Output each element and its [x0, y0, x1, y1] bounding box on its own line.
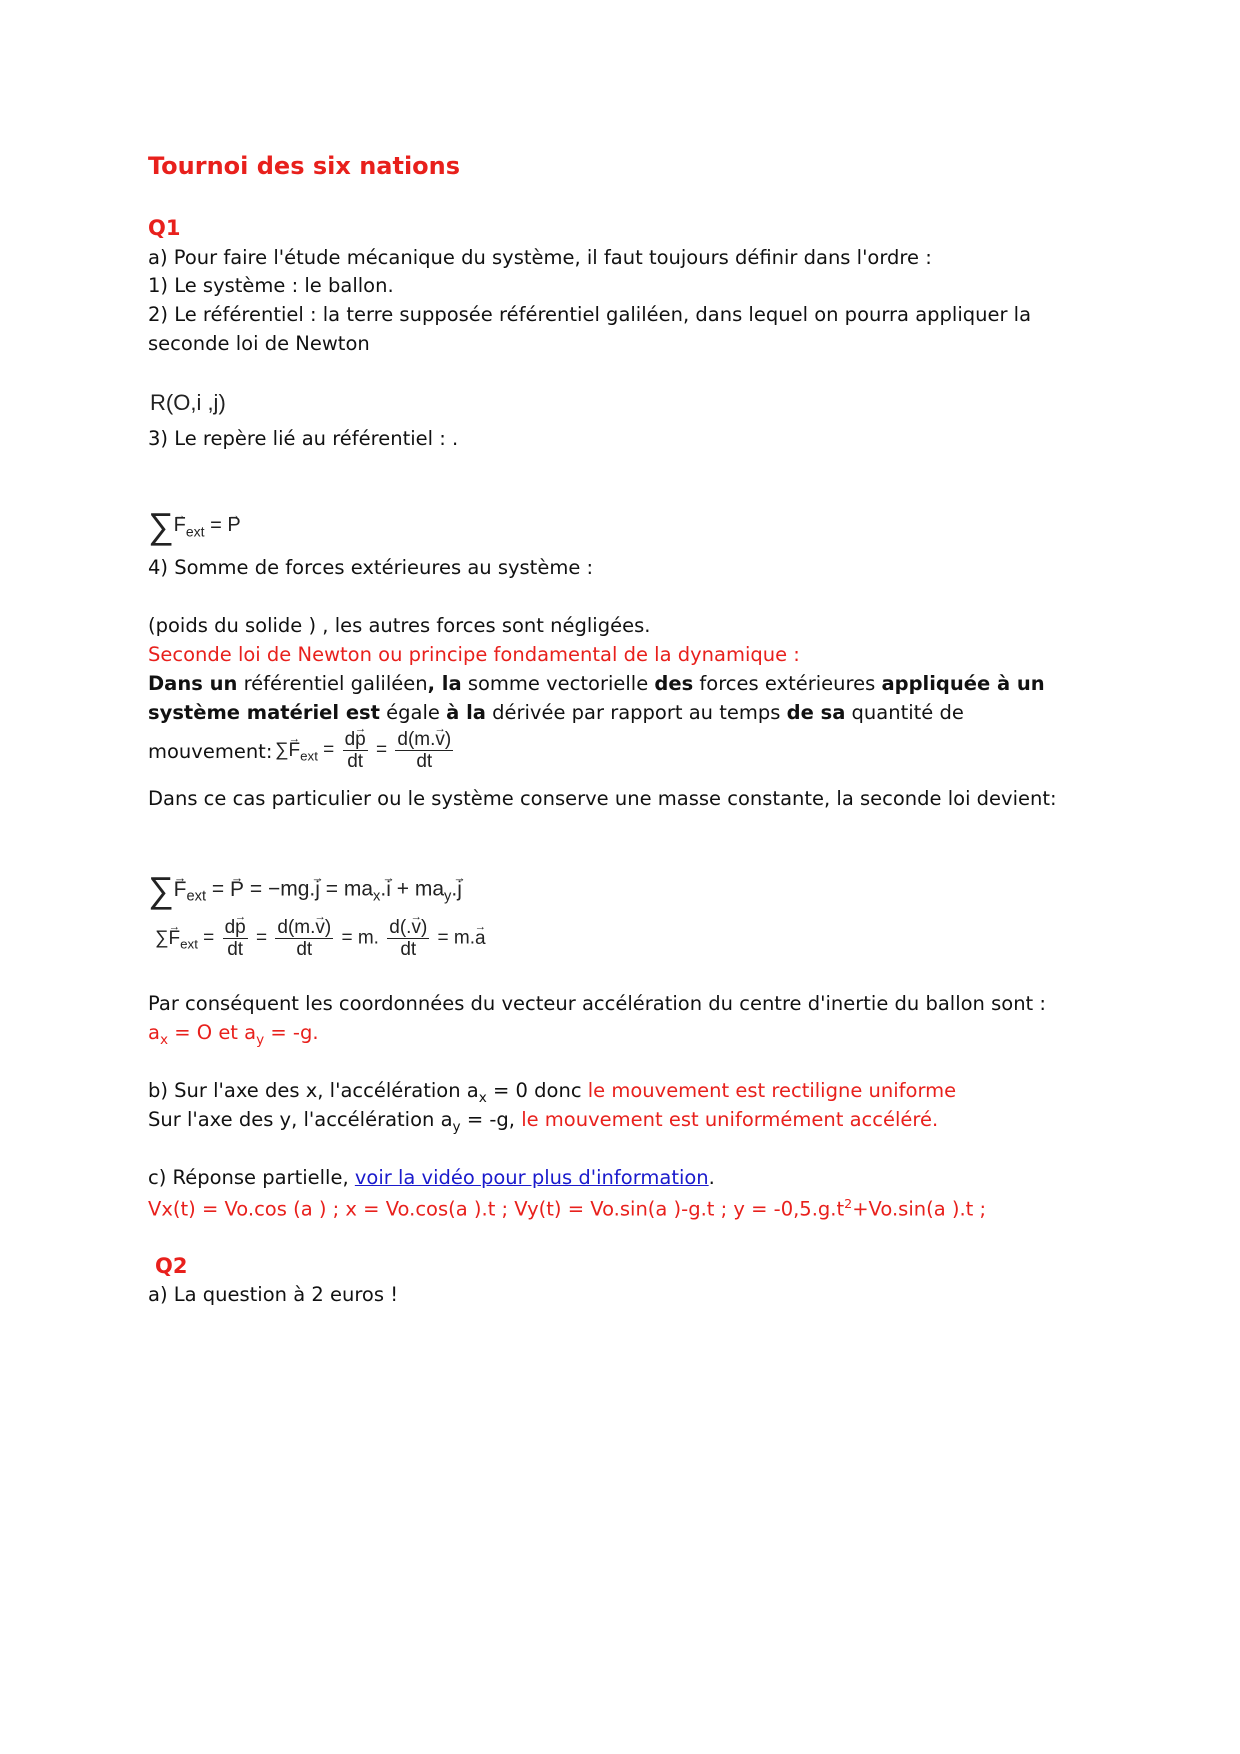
cas-particulier: Dans ce cas particulier ou le système conserve une masse constante, la seconde loi devient: [148, 787, 1057, 810]
def-word: forces extérieures [693, 672, 882, 695]
def-word: somme vectorielle [461, 672, 655, 695]
c-line [148, 1168, 715, 1188]
q1-step2-line2: seconde loi de Newton [148, 332, 370, 355]
b-highlight: le mouvement est rectiligne uniforme [587, 1079, 957, 1102]
b-text: Sur l'axe des y, l'accélération a [148, 1108, 453, 1131]
def-word: , la [427, 672, 462, 695]
b-sub: x [478, 1089, 487, 1106]
equation-sup: 2 [844, 1196, 853, 1211]
newton-derivation: ∑→ $F_{ext}$ = $\frac{d\to p}{dt}$ = $\frac{d(m.\to v)}{dt}$ = m. $\frac{d(.\to v)}{dt}$ = m.→ a [155, 918, 486, 959]
b-text: b) Sur l'axe des x, l'accélération a [148, 1079, 479, 1102]
newton-title: Seconde loi de Newton ou principe fondamental de la dynamique : [148, 643, 800, 666]
b-sub: y [452, 1118, 461, 1135]
def-word: mouvement: [148, 740, 273, 763]
def-word: quantité de [845, 701, 964, 724]
q1-step1: 1) Le système : le ballon. [148, 274, 394, 297]
def-word: de sa [786, 701, 846, 724]
b-highlight: le mouvement est uniformément accéléré. [521, 1108, 939, 1131]
q1-a-intro: a) Pour faire l'étude mécanique du système, il faut toujours définir dans l'ordre : [148, 246, 932, 269]
def-word: à la [446, 701, 486, 724]
b-line2 [148, 1110, 938, 1135]
def-word: dérivée par rapport au temps [485, 701, 787, 724]
def-word: référentiel galiléen [237, 672, 428, 695]
sum-forces-formula: ∑→ $F_{ext}$ = → P [148, 508, 241, 544]
poids-line: (poids du solide ) , les autres forces sont négligées. [148, 614, 651, 637]
newton-def-line2 [148, 703, 964, 723]
c-text: c) Réponse partielle, [148, 1166, 355, 1189]
def-word: égale [379, 701, 447, 724]
equation-text: Vx(t) = Vo.cos (a ) ; x = Vo.cos(a ).t ; Vy(t) = Vo.sin(a )-g.t ; y = -0,5.g.t [148, 1197, 845, 1221]
def-word: appliquée à un [881, 672, 1045, 695]
b-text: = -g, [460, 1108, 522, 1131]
newton-def-line3 [148, 742, 272, 762]
video-link[interactable]: voir la vidéo pour plus d'information [354, 1166, 709, 1189]
sum-forces-expanded: ∑→ $F_{ext}$ = → $P = -mg.\to j = ma_x.\to i + ma_y.\to j$ [148, 872, 462, 908]
b-text: = 0 donc [486, 1079, 588, 1102]
accel-sub: y [256, 1031, 265, 1048]
def-word: Dans un [148, 672, 238, 695]
newton-formula: ∑→ $F_{ext}$ = $\frac{d\to p}{dt}$ = $\frac{d(m.\to v)}{dt}$ [275, 730, 456, 771]
newton-def-line1 [148, 674, 1045, 694]
accel-result [148, 1023, 319, 1048]
accel-sub: x [159, 1031, 169, 1048]
c-text: . [708, 1166, 715, 1189]
q1-heading: Q1 [148, 216, 181, 240]
q1-step2-line1: 2) Le référentiel : la terre supposée référentiel galiléen, dans lequel on pourra appliquer la [148, 303, 1032, 326]
def-word: des [654, 672, 694, 695]
equations-line [148, 1198, 986, 1219]
repere-formula: R(O,i ,j) [150, 390, 226, 415]
accel-text: a [148, 1021, 160, 1044]
q1-step3: 3) Le repère lié au référentiel : . [148, 427, 459, 450]
equation-text: +Vo.sin(a ).t ; [852, 1197, 987, 1221]
q1-step4: 4) Somme de forces extérieures au système : [148, 556, 594, 579]
consequence-line: Par conséquent les coordonnées du vecteur accélération du centre d'inertie du ballon sont : [148, 992, 1046, 1015]
page-title: Tournoi des six nations [148, 152, 461, 180]
b-line1 [148, 1081, 956, 1106]
accel-text: = O et a [168, 1021, 257, 1044]
q2-a-line: a) La question à 2 euros ! [148, 1283, 399, 1306]
accel-text: = -g. [264, 1021, 319, 1044]
def-word: système matériel est [148, 701, 380, 724]
q2-heading: Q2 [155, 1254, 188, 1278]
